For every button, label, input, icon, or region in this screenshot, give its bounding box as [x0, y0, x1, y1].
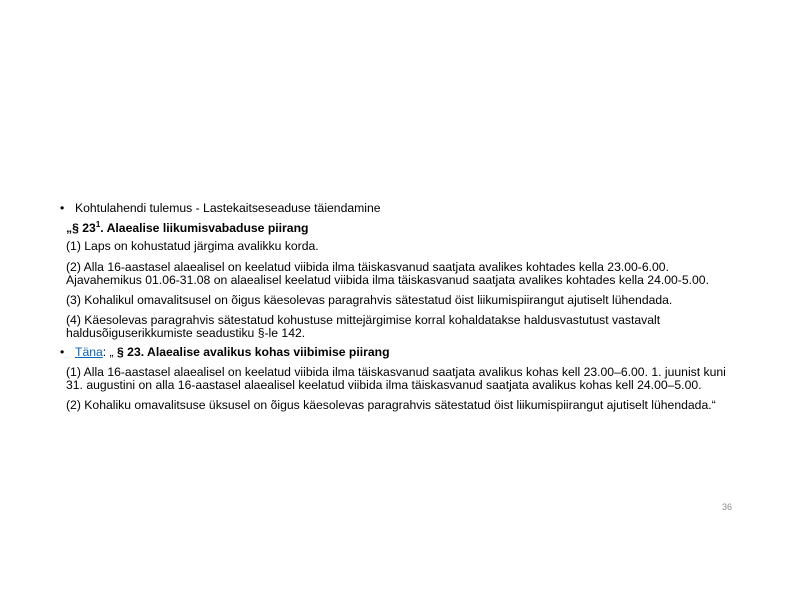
section-1-paragraph-2: (2) Alla 16-aastasel alaealisel on keelatud viibida ilma täiskasvanud saatjata avalikes kohtades kella 23.00-6.00. Ajavahemikus 01.06-31.08 on alaealisel keelatud viibida ilma täiskasvanud saatjata avalikes kohtades kella 24.00-5.00.: [66, 259, 709, 287]
section-1-paragraph-3: (3) Kohalikul omavalitsusel on õigus käesolevas paragrahvis sätestatud öist liikumispiirangut ajutiselt lühendada.: [66, 293, 673, 308]
section-1-title-sup: 1: [95, 220, 101, 230]
bullet-text: Kohtulahendi tulemus - Lastekaitseseaduse täiendamine: [75, 201, 381, 215]
section-1-paragraph-4: (4) Käesolevas paragrahvis sätestatud kohustuse mittejärgimise korral kohaldatakse haldusvastutust vastavalt haldusõiguserikkumiste seadustiku §-le 142.: [66, 313, 661, 341]
bullet-today: [58, 346, 738, 359]
slide-content: [58, 202, 738, 419]
bullet-marker: •: [60, 344, 65, 359]
section-2-title: § 23. Alaealise avalikus kohas viibimise piirang: [117, 344, 390, 359]
today-link[interactable]: Täna: [75, 344, 103, 359]
bullet-court-decision: [58, 202, 738, 215]
page-number: 36: [721, 502, 732, 512]
section-1-title-prefix: „§ 23: [66, 221, 96, 236]
bullet-marker: •: [60, 201, 65, 215]
section-1-title: [58, 222, 738, 235]
today-separator: : „: [102, 344, 117, 359]
section-2-paragraph-2: (2) Kohaliku omavalitsuse üksusel on õigus käesolevas paragrahvis sätestatud öist liikumispiirangut ajutiselt lühendada.“: [66, 398, 716, 413]
section-1-title-suffix: . Alaealise liikumisvabaduse piirang: [100, 221, 309, 236]
section-1-paragraph-1: (1) Laps on kohustatud järgima avalikku korda.: [66, 239, 319, 254]
section-2-paragraph-1: (1) Alla 16-aastasel alaealisel on keelatud viibida ilma täiskasvanud saatjata avalikus kohas kell 23.00–6.00. 1. juunist kuni 31. augustini on alla 16-aastasel alaealisel keelatud viibida ilma täiskasvanud saatjata avalikus kohas kell 24.00–5.00.: [66, 364, 726, 393]
